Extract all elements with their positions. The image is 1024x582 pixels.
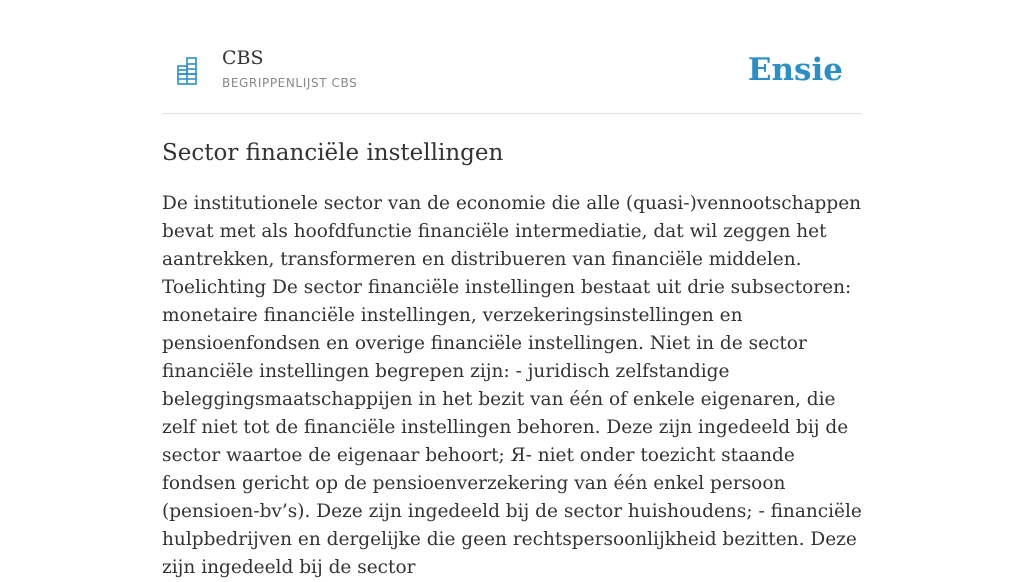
page-title: Sector financiële instellingen [162,140,504,166]
source-name[interactable]: CBS [222,47,264,69]
content-container [162,0,862,578]
source-subtitle[interactable]: BEGRIPPENLIJST CBS [222,76,358,90]
brand-logo[interactable]: Ensie [747,52,843,88]
header [162,0,862,114]
cbs-logo-icon[interactable] [176,56,198,88]
definition-text: De institutionele sector van de economie die alle (quasi-)vennootschappen bevat met als hoofdfunctie financiële intermediatie, dat wil zeggen het aantrekken, transformeren en distribueren van financiële middelen. Toelichting De sector financiële instellingen bestaat uit drie subsectoren: monetaire financiële instellingen, verzekeringsinstellingen en pensioenfondsen en overige financiële instellingen. Niet in de sector financiële instellingen begrepen zijn: - juridisch zelfstandige beleggingsmaatschappijen in het bezit van één of enkele eigenaren, die zelf niet tot de financiële instellingen behoren. Deze zijn ingedeeld bij de sector waartoe de eigenaar behoort; Я- niet onder toezicht staande fondsen gericht op de pensioenverzekering van één enkel persoon (pensioen-bv’s). Deze zijn ingedeeld bij de sector huishoudens; - financiële hulpbedrijven en dergelijke die geen rechtspersoonlijkheid bezitten. Deze zijn ingedeeld bij de sector [162,193,862,578]
